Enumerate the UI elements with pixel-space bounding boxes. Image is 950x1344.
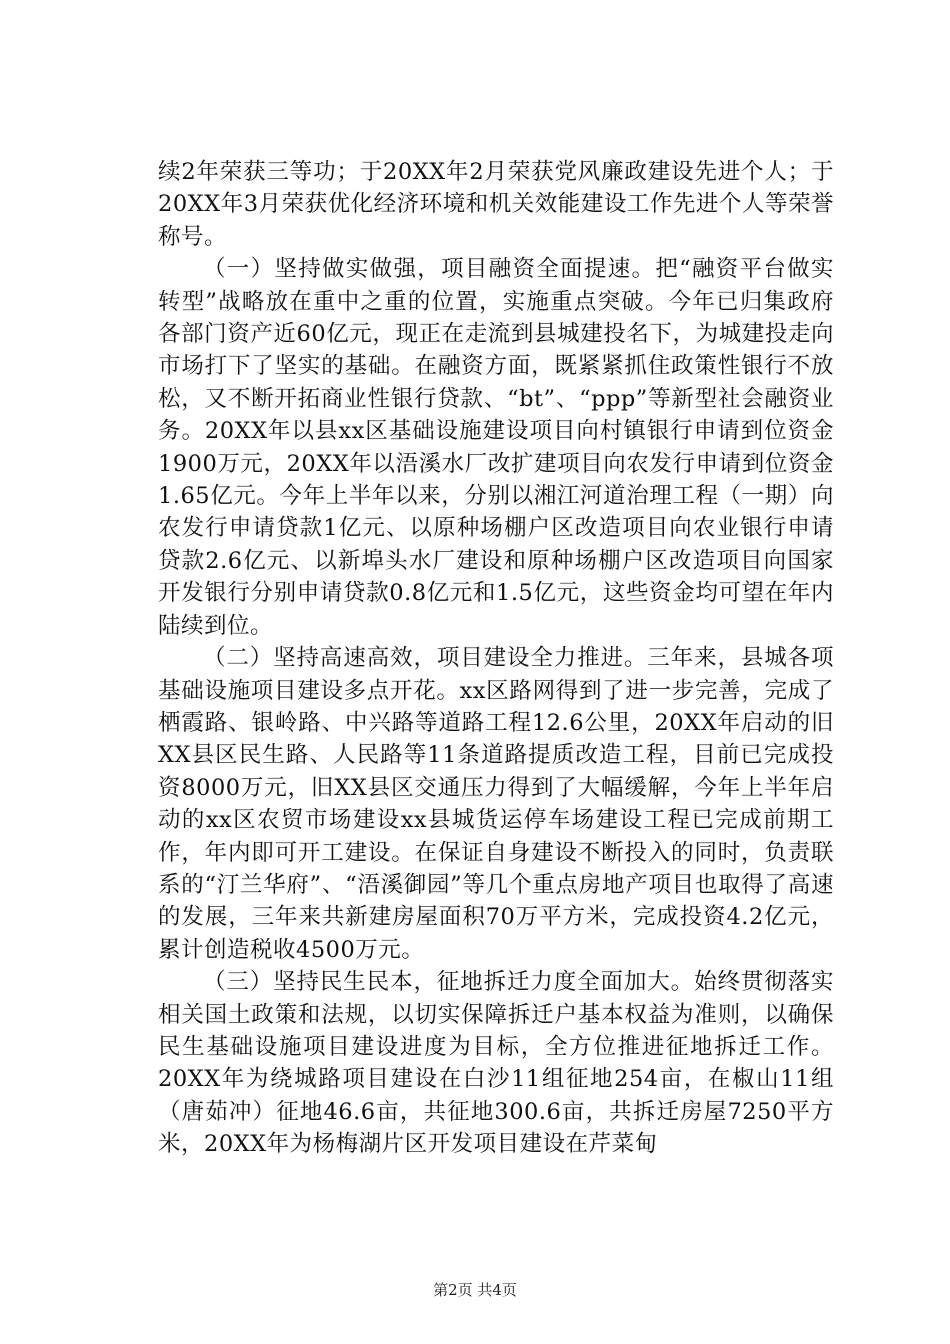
body-text — [158, 156, 834, 1161]
paragraph-land-acquisition: （三）坚持民生民本，征地拆迁力度全面加大。始终贯彻落实相关国土政策和法规，以切实保障拆迁户基本权益为准则，以确保民生基础设施项目建设进度为目标，全方位推进征地拆迁工作。20XX年为绕城路项目建设在白沙11组征地254亩，在椒山11组（唐茹冲）征地46.6亩，共征地300.6亩，共拆迁房屋7250平方米，20XX年为杨梅湖片区开发项目建设在芹菜甸 — [158, 969, 834, 1158]
paragraph-financing: （一）坚持做实做强，项目融资全面提速。把“融资平台做实转型”战略放在重中之重的位置，实施重点突破。今年已归集政府各部门资产近60亿元，现正在走流到县城建投名下，为城建投走向市场打下了坚实的基础。在融资方面，既紧紧抓住政策性银行不放松，又不断开拓商业性银行贷款、“bt”、“ppp”等新型社会融资业务。20XX年以县xx区基础设施建设项目向村镇银行申请到位资金1900万元，20XX年以浯溪水厂改扩建项目向农发行申请到位资金1.65亿元。今年上半年以来，分别以湘江河道治理工程（一期）向农发行申请贷款1亿元、以原种场棚户区改造项目向农业银行申请贷款2.6亿元、以新埠头水厂建设和原种场棚户区改造项目向国家开发银行分别申请贷款0.8亿元和1.5亿元，这些资金均可望在年内陆续到位。 — [158, 256, 834, 639]
paragraph-construction: （二）坚持高速高效，项目建设全力推进。三年来，县城各项基础设施项目建设多点开花。xx区路网得到了进一步完善，完成了栖霞路、银岭路、中兴路等道路工程12.6公里，20XX年启动的旧XX县区民生路、人民路等11条道路提质改造工程，目前已完成投资8000万元，旧XX县区交通压力得到了大幅缓解，今年上半年启动的xx区农贸市场建设xx县城货运停车场建设工程已完成前期工作，年内即可开工建设。在保证自身建设不断投入的同时，负责联系的“汀兰华府”、“浯溪御园”等几个重点房地产项目也取得了高速的发展，三年来共新建房屋面积70万平方米，完成投资4.2亿元，累计创造税收4500万元。 — [158, 645, 834, 963]
paragraph-continuation: 续2年荣获三等功；于20XX年2月荣获党风廉政建设先进个人；于20XX年3月荣获优化经济环境和机关效能建设工作先进个人等荣誉称号。 — [158, 159, 834, 250]
page-footer — [0, 1280, 950, 1300]
page-number: 第2页 共4页 — [433, 1281, 517, 1299]
